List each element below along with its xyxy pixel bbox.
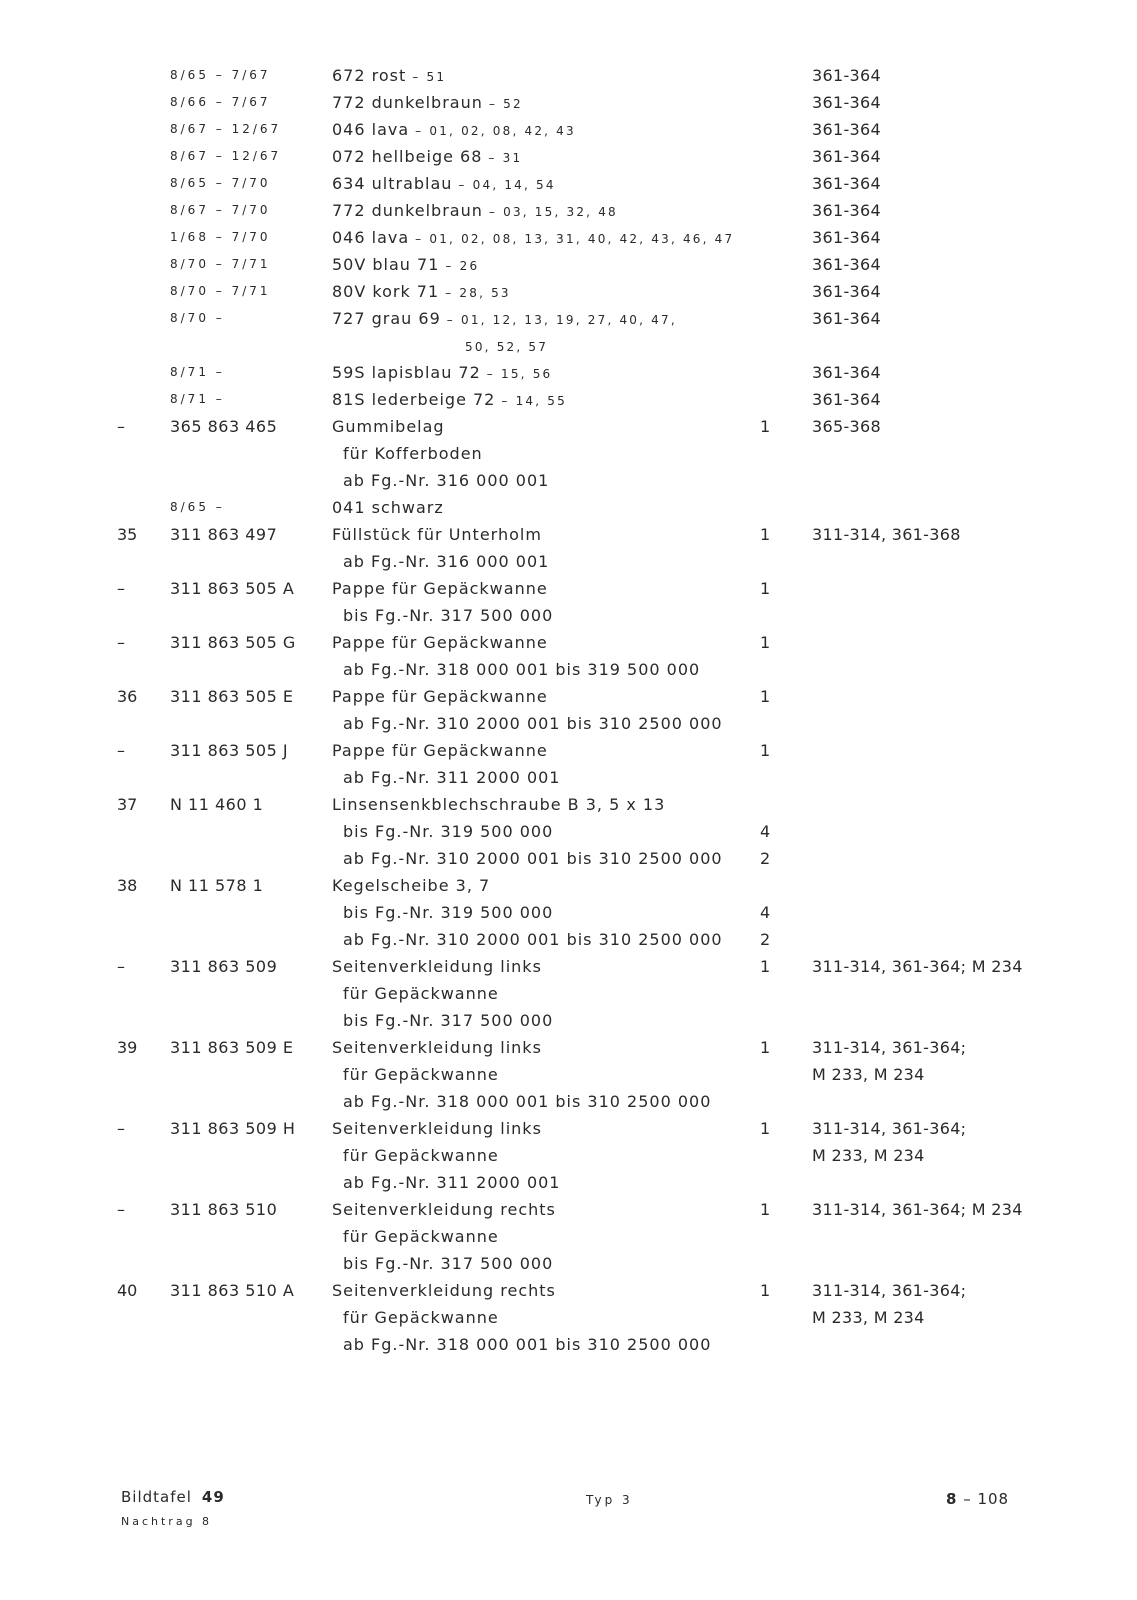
description-text: 672 rost: [332, 66, 407, 85]
table-row: [0, 494, 1137, 521]
description-cell: [343, 1169, 560, 1198]
table-row: [0, 386, 1137, 413]
table-row: [0, 1115, 1137, 1142]
reference-cell: 311-314, 361-364;: [812, 1119, 967, 1138]
part-number-cell: 311 863 505 G: [170, 633, 296, 652]
description-cell: [332, 386, 567, 415]
description-cell: [343, 1331, 711, 1360]
reference-cell: 361-364: [812, 255, 881, 274]
part-number-cell: 311 863 509 H: [170, 1119, 296, 1138]
part-number-cell: 8/65 – 7/70: [170, 176, 271, 190]
description-cell: [332, 629, 548, 658]
position-cell: –: [117, 633, 125, 652]
description-cell: [332, 953, 542, 982]
description-color-codes: – 01, 12, 13, 19, 27, 40, 47,: [440, 313, 677, 327]
table-row: [0, 710, 1137, 737]
description-cell: [332, 224, 734, 253]
description-text: Seitenverkleidung rechts: [332, 1281, 556, 1300]
part-number-cell: N 11 460 1: [170, 795, 264, 814]
part-number-cell: 8/67 – 7/70: [170, 203, 271, 217]
table-row: [0, 170, 1137, 197]
reference-cell: M 233, M 234: [812, 1065, 925, 1084]
description-cell: [332, 197, 618, 226]
quantity-cell: 1: [760, 741, 771, 760]
description-cell: [332, 251, 479, 280]
table-row: [0, 359, 1137, 386]
table-row: [0, 1169, 1137, 1196]
description-cell: [343, 845, 723, 874]
footer-page-number: [946, 1490, 1009, 1508]
description-cell: [332, 1115, 542, 1144]
table-row: [0, 683, 1137, 710]
quantity-cell: 2: [760, 849, 771, 868]
table-row: [0, 278, 1137, 305]
reference-cell: 365-368: [812, 417, 881, 436]
table-row: [0, 764, 1137, 791]
part-number-cell: 8/67 – 12/67: [170, 122, 282, 136]
description-text: ab Fg.-Nr. 318 000 001 bis 310 2500 000: [343, 1335, 712, 1354]
description-color-codes: – 01, 02, 08, 13, 31, 40, 42, 43, 46, 47: [409, 232, 735, 246]
description-text: ab Fg.-Nr. 310 2000 001 bis 310 2500 000: [343, 930, 723, 949]
table-row: [0, 62, 1137, 89]
quantity-cell: 1: [760, 1281, 771, 1300]
position-cell: 38: [117, 876, 138, 895]
part-number-cell: 365 863 465: [170, 417, 278, 436]
description-text: 046 lava: [332, 120, 410, 139]
reference-cell: 361-364: [812, 147, 881, 166]
description-cell: [332, 494, 444, 523]
reference-cell: 311-314, 361-364; M 234: [812, 957, 1023, 976]
position-cell: –: [117, 1200, 125, 1219]
position-cell: –: [117, 741, 125, 760]
description-cell: [332, 143, 522, 172]
description-cell: [332, 170, 556, 199]
table-row: [0, 1223, 1137, 1250]
reference-cell: 361-364: [812, 66, 881, 85]
description-cell: [332, 1034, 542, 1063]
part-number-cell: 8/71 –: [170, 392, 225, 406]
part-number-cell: 1/68 – 7/70: [170, 230, 271, 244]
description-text: Pappe für Gepäckwanne: [332, 741, 548, 760]
table-row: [0, 116, 1137, 143]
description-color-codes: – 26: [439, 259, 480, 273]
part-number-cell: N 11 578 1: [170, 876, 264, 895]
description-cell: [332, 575, 548, 604]
footer-page-rest: – 108: [957, 1490, 1010, 1508]
description-cell: [332, 683, 548, 712]
description-text: bis Fg.-Nr. 319 500 000: [343, 903, 554, 922]
part-number-cell: 311 863 505 E: [170, 687, 294, 706]
description-text: 81S lederbeige 72: [332, 390, 496, 409]
part-number-cell: 8/65 – 7/67: [170, 68, 271, 82]
reference-cell: 311-314, 361-364;: [812, 1281, 967, 1300]
footer-plate-number: 49: [201, 1488, 225, 1506]
footer-page-section: 8: [946, 1490, 958, 1508]
reference-cell: M 233, M 234: [812, 1146, 925, 1165]
reference-cell: 311-314, 361-368: [812, 525, 961, 544]
description-text: 59S lapisblau 72: [332, 363, 481, 382]
description-text: Gummibelag: [332, 417, 445, 436]
position-cell: 36: [117, 687, 138, 706]
description-color-codes: – 15, 56: [480, 367, 553, 381]
quantity-cell: 1: [760, 687, 771, 706]
description-cell: [332, 359, 552, 388]
description-text: für Gepäckwanne: [343, 1227, 499, 1246]
description-color-codes: – 52: [482, 97, 523, 111]
table-row: [0, 980, 1137, 1007]
table-row: [0, 1142, 1137, 1169]
position-cell: 37: [117, 795, 138, 814]
table-row: [0, 467, 1137, 494]
description-text: ab Fg.-Nr. 311 2000 001: [343, 1173, 561, 1192]
description-cell: [343, 548, 549, 577]
footer-plate: [121, 1488, 225, 1506]
quantity-cell: 1: [760, 957, 771, 976]
footer-plate-label: Bildtafel: [121, 1488, 192, 1506]
table-row: [0, 413, 1137, 440]
description-cell: [343, 1250, 553, 1279]
table-row: [0, 332, 1137, 359]
table-row: [0, 926, 1137, 953]
description-cell: [465, 332, 548, 361]
description-cell: [332, 116, 576, 145]
part-number-cell: 311 863 497: [170, 525, 278, 544]
description-text: ab Fg.-Nr. 316 000 001: [343, 471, 550, 490]
table-row: [0, 1061, 1137, 1088]
description-text: Pappe für Gepäckwanne: [332, 687, 548, 706]
part-number-cell: 8/67 – 12/67: [170, 149, 282, 163]
description-cell: [343, 710, 723, 739]
table-row: [0, 548, 1137, 575]
quantity-cell: 4: [760, 903, 771, 922]
reference-cell: 361-364: [812, 309, 881, 328]
description-text: 772 dunkelbraun: [332, 93, 483, 112]
description-cell: [332, 62, 446, 91]
description-text: Linsensenkblechschraube B 3, 5 x 13: [332, 795, 666, 814]
table-row: [0, 1304, 1137, 1331]
description-color-codes: – 14, 55: [495, 394, 567, 408]
reference-cell: 311-314, 361-364; M 234: [812, 1200, 1023, 1219]
description-text: Seitenverkleidung links: [332, 1119, 542, 1138]
reference-cell: 361-364: [812, 201, 881, 220]
reference-cell: 361-364: [812, 174, 881, 193]
description-cell: [332, 521, 542, 550]
quantity-cell: 4: [760, 822, 771, 841]
description-text: ab Fg.-Nr. 318 000 001 bis 310 2500 000: [343, 1092, 712, 1111]
table-row: [0, 845, 1137, 872]
table-row: [0, 656, 1137, 683]
table-row: [0, 224, 1137, 251]
quantity-cell: 1: [760, 1200, 771, 1219]
table-row: [0, 251, 1137, 278]
table-row: [0, 602, 1137, 629]
description-text: Pappe für Gepäckwanne: [332, 633, 548, 652]
description-text: Kegelscheibe 3, 7: [332, 876, 491, 895]
table-row: [0, 521, 1137, 548]
description-text: 072 hellbeige 68: [332, 147, 483, 166]
reference-cell: 361-364: [812, 390, 881, 409]
part-number-cell: 8/70 – 7/71: [170, 284, 271, 298]
table-row: [0, 1331, 1137, 1358]
description-text: bis Fg.-Nr. 319 500 000: [343, 822, 554, 841]
part-number-cell: 311 863 505 J: [170, 741, 289, 760]
table-row: [0, 197, 1137, 224]
position-cell: –: [117, 579, 125, 598]
description-color-codes: 50, 52, 57: [465, 340, 549, 354]
table-row: [0, 953, 1137, 980]
quantity-cell: 1: [760, 417, 771, 436]
description-text: ab Fg.-Nr. 310 2000 001 bis 310 2500 000: [343, 714, 723, 733]
position-cell: –: [117, 957, 125, 976]
quantity-cell: 2: [760, 930, 771, 949]
description-cell: [332, 791, 665, 820]
description-text: 727 grau 69: [332, 309, 441, 328]
description-cell: [343, 1304, 499, 1333]
table-row: [0, 440, 1137, 467]
description-cell: [332, 278, 511, 307]
description-text: für Gepäckwanne: [343, 984, 499, 1003]
description-text: Füllstück für Unterholm: [332, 525, 542, 544]
description-color-codes: – 28, 53: [439, 286, 511, 300]
description-text: ab Fg.-Nr. 316 000 001: [343, 552, 550, 571]
description-cell: [332, 1196, 556, 1225]
description-text: 772 dunkelbraun: [332, 201, 483, 220]
position-cell: –: [117, 1119, 125, 1138]
description-color-codes: – 01, 02, 08, 42, 43: [409, 124, 576, 138]
reference-cell: 361-364: [812, 228, 881, 247]
description-cell: [332, 1277, 556, 1306]
description-cell: [332, 737, 548, 766]
description-cell: [343, 926, 723, 955]
description-color-codes: – 03, 15, 32, 48: [482, 205, 618, 219]
part-number-cell: 311 863 505 A: [170, 579, 295, 598]
description-cell: [343, 818, 553, 847]
table-row: [0, 305, 1137, 332]
part-number-cell: 8/70 –: [170, 311, 225, 325]
quantity-cell: 1: [760, 579, 771, 598]
table-row: [0, 791, 1137, 818]
reference-cell: 361-364: [812, 282, 881, 301]
description-cell: [343, 980, 499, 1009]
position-cell: –: [117, 417, 125, 436]
reference-cell: M 233, M 234: [812, 1308, 925, 1327]
reference-cell: 361-364: [812, 93, 881, 112]
description-text: für Gepäckwanne: [343, 1146, 499, 1165]
position-cell: 40: [117, 1281, 138, 1300]
reference-cell: 361-364: [812, 363, 881, 382]
table-row: [0, 1250, 1137, 1277]
description-cell: [343, 656, 700, 685]
quantity-cell: 1: [760, 633, 771, 652]
description-text: für Gepäckwanne: [343, 1065, 499, 1084]
table-row: [0, 899, 1137, 926]
table-row: [0, 737, 1137, 764]
description-cell: [343, 1142, 499, 1171]
quantity-cell: 1: [760, 1119, 771, 1138]
part-number-cell: 311 863 510: [170, 1200, 278, 1219]
description-text: für Gepäckwanne: [343, 1308, 499, 1327]
description-cell: [343, 1061, 499, 1090]
part-number-cell: 8/71 –: [170, 365, 225, 379]
description-text: ab Fg.-Nr. 310 2000 001 bis 310 2500 000: [343, 849, 723, 868]
description-text: 041 schwarz: [332, 498, 444, 517]
description-color-codes: – 31: [482, 151, 523, 165]
quantity-cell: 1: [760, 525, 771, 544]
description-text: Seitenverkleidung links: [332, 1038, 542, 1057]
description-cell: [332, 413, 445, 442]
table-row: [0, 143, 1137, 170]
part-number-cell: 311 863 509: [170, 957, 278, 976]
position-cell: 39: [117, 1038, 138, 1057]
table-row: [0, 818, 1137, 845]
table-row: [0, 1007, 1137, 1034]
table-row: [0, 89, 1137, 116]
table-row: [0, 872, 1137, 899]
table-row: [0, 575, 1137, 602]
description-color-codes: – 04, 14, 54: [452, 178, 556, 192]
description-cell: [343, 602, 553, 631]
description-cell: [343, 764, 560, 793]
description-text: Seitenverkleidung rechts: [332, 1200, 556, 1219]
footer-type: Typ 3: [586, 1493, 633, 1507]
description-cell: [332, 89, 523, 118]
description-cell: [343, 1223, 499, 1252]
table-row: [0, 1088, 1137, 1115]
description-text: für Kofferboden: [343, 444, 483, 463]
description-cell: [343, 1007, 553, 1036]
description-text: 634 ultrablau: [332, 174, 453, 193]
description-text: bis Fg.-Nr. 317 500 000: [343, 1011, 554, 1030]
reference-cell: 311-314, 361-364;: [812, 1038, 967, 1057]
description-text: Seitenverkleidung links: [332, 957, 542, 976]
table-row: [0, 629, 1137, 656]
description-cell: [343, 440, 483, 469]
description-text: bis Fg.-Nr. 317 500 000: [343, 1254, 554, 1273]
reference-cell: 361-364: [812, 120, 881, 139]
description-text: ab Fg.-Nr. 318 000 001 bis 319 500 000: [343, 660, 701, 679]
description-text: ab Fg.-Nr. 311 2000 001: [343, 768, 561, 787]
table-row: [0, 1196, 1137, 1223]
position-cell: 35: [117, 525, 138, 544]
part-number-cell: 311 863 510 A: [170, 1281, 295, 1300]
description-text: 046 lava: [332, 228, 410, 247]
description-text: 50V blau 71: [332, 255, 440, 274]
description-cell: [343, 1088, 711, 1117]
description-text: 80V kork 71: [332, 282, 440, 301]
description-text: bis Fg.-Nr. 317 500 000: [343, 606, 554, 625]
part-number-cell: 8/70 – 7/71: [170, 257, 271, 271]
part-number-cell: 311 863 509 E: [170, 1038, 294, 1057]
description-cell: [332, 872, 490, 901]
part-number-cell: 8/66 – 7/67: [170, 95, 271, 109]
quantity-cell: 1: [760, 1038, 771, 1057]
description-text: Pappe für Gepäckwanne: [332, 579, 548, 598]
description-cell: [343, 899, 553, 928]
description-cell: [332, 305, 677, 334]
footer-supplement: Nachtrag 8: [121, 1515, 213, 1528]
description-color-codes: – 51: [406, 70, 447, 84]
description-cell: [343, 467, 549, 496]
table-row: [0, 1277, 1137, 1304]
table-row: [0, 1034, 1137, 1061]
part-number-cell: 8/65 –: [170, 500, 225, 514]
